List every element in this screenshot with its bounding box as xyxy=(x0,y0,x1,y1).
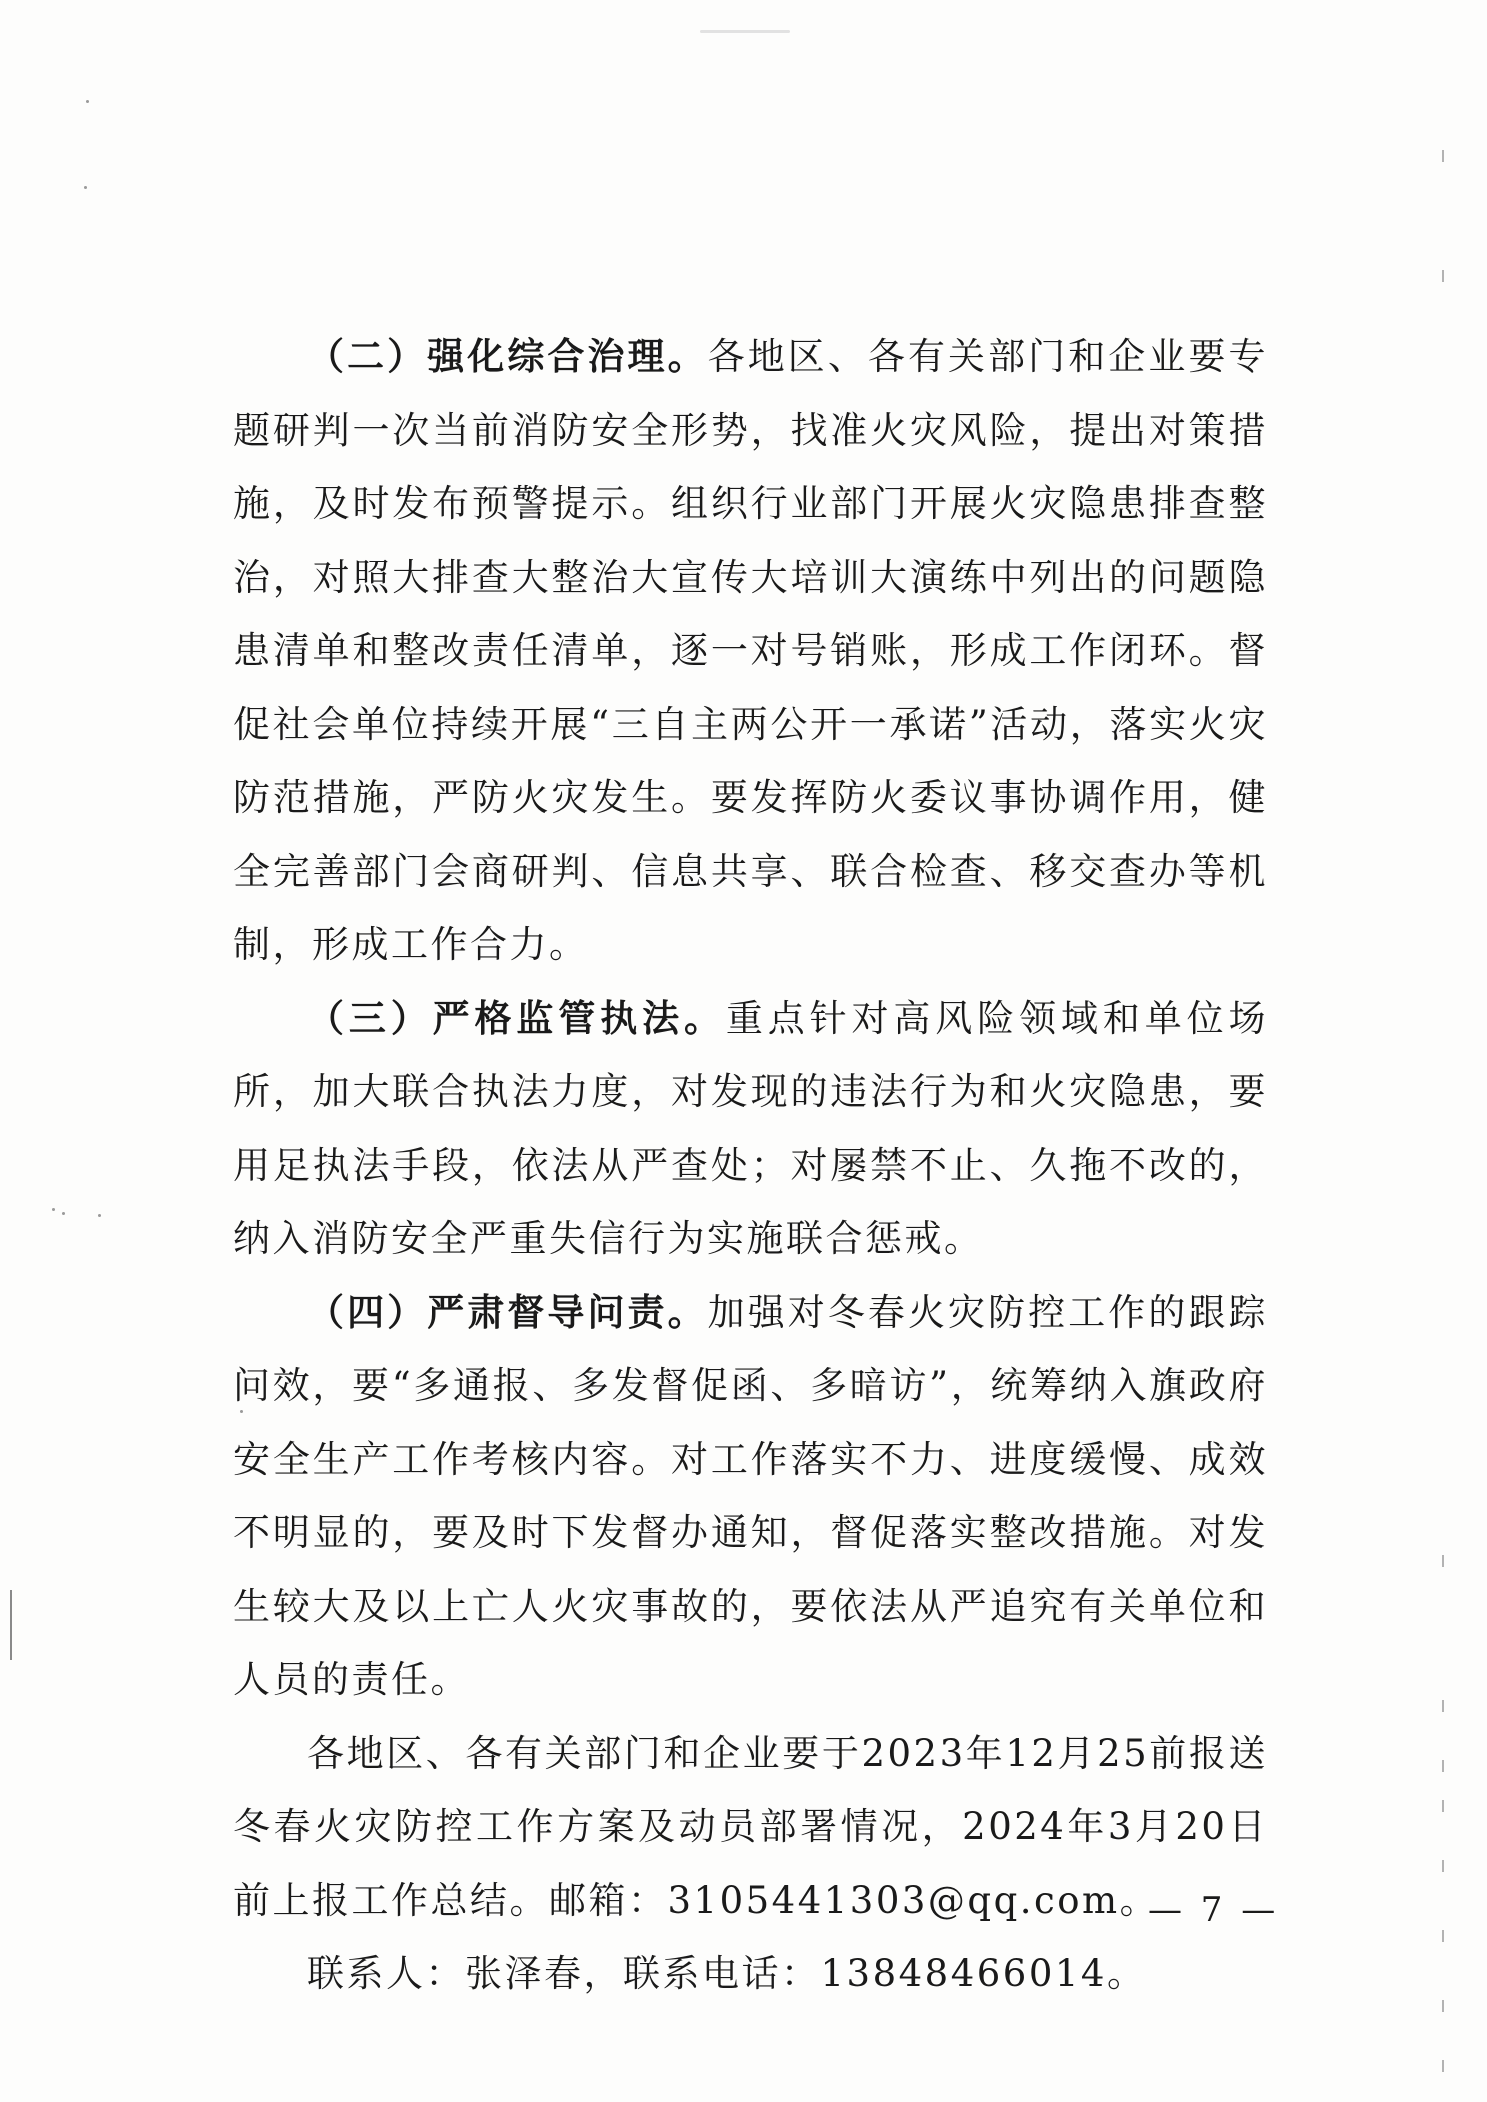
section-four-heading: （四）严肃督导问责。 xyxy=(307,1289,708,1334)
scan-margin-mark xyxy=(1442,1555,1444,1567)
scan-speck xyxy=(86,100,89,103)
scan-margin-mark xyxy=(1442,270,1444,282)
scan-margin-mark xyxy=(1442,1760,1444,1772)
contact-text: 联系人：张泽春，联系电话：13848466014。 xyxy=(307,1952,1147,1995)
section-two-text: 各地区、各有关部门和企业要专题研判一次当前消防安全形势，找准火灾风险，提出对策措施，及时发布预警提示。组织行业部门开展火灾隐患排查整治，对照大排查大整治大宣传大培训大演练中列出的问题隐患清单和整改责任清单，逐一对号销账，形成工作闭环。督促社会单位持续开展“三自主两公开一承诺”活动，落实火灾防范措施，严防火灾发生。要发挥防火委议事协调作用，健全完善部门会商研判、信息共享、联合检查、移交查办等机制，形成工作合力。 xyxy=(233,335,1269,966)
section-two-paragraph xyxy=(233,320,1268,982)
scan-speck xyxy=(62,1212,65,1215)
scan-margin-mark xyxy=(1442,1700,1444,1712)
section-two-heading: （二）强化综合治理。 xyxy=(307,334,708,378)
scan-margin-mark xyxy=(1442,2060,1444,2072)
scan-margin-mark xyxy=(1442,1930,1444,1942)
scan-margin-mark xyxy=(1442,2000,1444,2012)
scan-speck xyxy=(52,1208,55,1211)
scan-speck xyxy=(98,1214,101,1217)
section-three-text: 重点针对高风险领域和单位场所，加大联合执法力度，对发现的违法行为和火灾隐患，要用足执法手段，依法从严查处；对屡禁不止、久拖不改的，纳入消防安全严重失信行为实施联合惩戒。 xyxy=(233,996,1269,1260)
scan-smudge xyxy=(700,30,790,33)
section-four-text: 加强对冬春火灾防控工作的跟踪问效，要“多通报、多发督促函、多暗访”，统筹纳入旗政府安全生产工作考核内容。对工作落实不力、进度缓慢、成效不明显的，要及时下发督办通知，督促落实整改措施。对发生较大及以上亡人火灾事故的，要依法从严追究有关单位和人员的责任。 xyxy=(233,1290,1269,1701)
section-three-heading: （三）严格监管执法。 xyxy=(307,995,726,1040)
contact-paragraph xyxy=(233,1937,1268,2011)
submission-text: 各地区、各有关部门和企业要于2023年12月25前报送冬春火灾防控工作方案及动员部署情况，2024年3月20日前上报工作总结。邮箱：3105441303@qq.com。 xyxy=(233,1731,1268,1922)
section-four-paragraph xyxy=(233,1276,1268,1717)
document-body xyxy=(233,320,1268,2011)
scan-speck xyxy=(84,186,87,189)
scan-edge-line xyxy=(10,1590,12,1660)
scan-margin-mark xyxy=(1442,1860,1444,1872)
scan-margin-mark xyxy=(1442,1800,1444,1812)
scan-margin-mark xyxy=(1442,150,1444,162)
submission-paragraph xyxy=(233,1717,1268,1938)
section-three-paragraph xyxy=(233,982,1268,1276)
page-number: — 7 — xyxy=(1148,1890,1280,1930)
